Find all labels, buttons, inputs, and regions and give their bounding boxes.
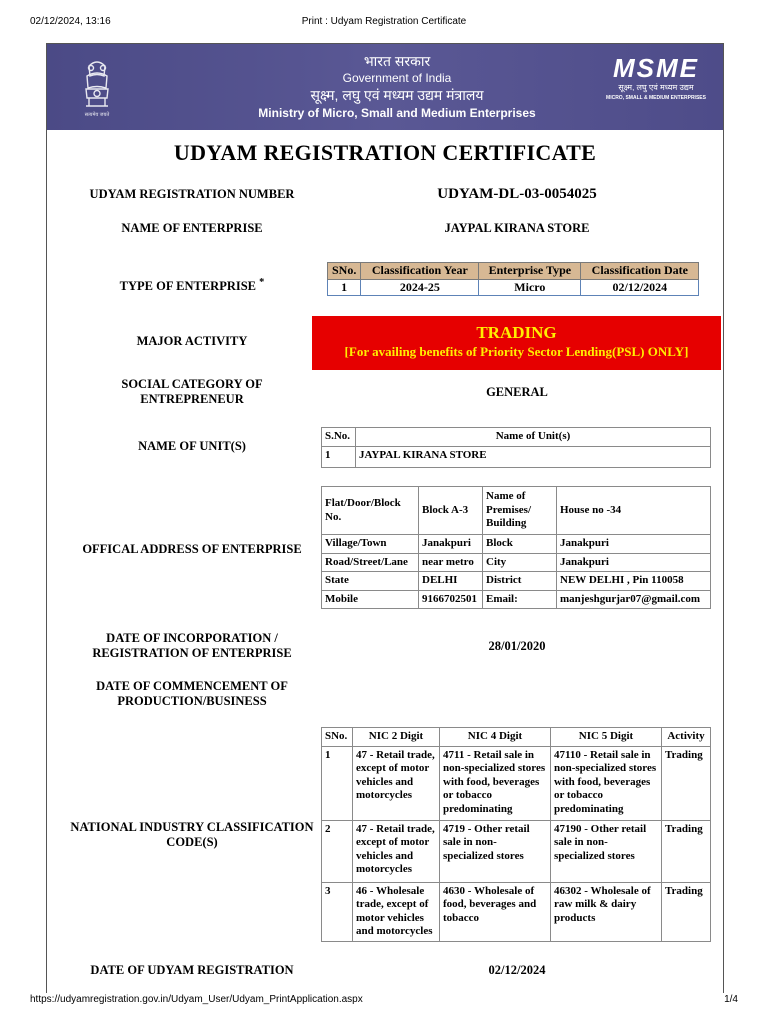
- address-value: near metro: [419, 553, 483, 572]
- address-value: DELHI: [419, 572, 483, 591]
- print-footer: [0, 994, 768, 1010]
- table-row: [322, 572, 711, 591]
- print-title: Print : Udyam Registration Certificate: [301, 16, 467, 27]
- table-row: [322, 746, 711, 820]
- incorporation-label: DATE OF INCORPORATION / REGISTRATION OF ENTERPRISE: [92, 631, 292, 660]
- address-key: Mobile: [322, 590, 419, 609]
- table-header: Classification Date: [581, 263, 699, 280]
- certificate: [46, 43, 724, 993]
- table-header: NIC 5 Digit: [551, 728, 662, 747]
- address-key: Road/Street/Lane: [322, 553, 419, 572]
- table-cell: 47 - Retail trade, except of motor vehicles and motorcycles: [353, 746, 440, 820]
- address-key: State: [322, 572, 419, 591]
- table-cell: 3: [322, 882, 353, 941]
- address-table: [321, 486, 711, 609]
- table-header: SNo.: [322, 728, 353, 747]
- udyam-date-value: 02/12/2024: [488, 963, 546, 977]
- page-url: https://udyamregistration.gov.in/Udyam_User/Udyam_PrintApplication.aspx: [30, 994, 363, 1005]
- udyam-date-label: DATE OF UDYAM REGISTRATION: [90, 963, 294, 977]
- government-title: [187, 52, 607, 122]
- table-header: Name of Unit(s): [356, 428, 711, 447]
- table-cell: 46302 - Wholesale of raw milk & dairy products: [551, 882, 662, 941]
- address-key: Village/Town: [322, 535, 419, 554]
- address-value: Block A-3: [419, 487, 483, 535]
- nic-table: [321, 727, 711, 942]
- major-activity-box: [312, 316, 721, 370]
- hindi-government: भारत सरकार: [363, 53, 431, 69]
- table-cell: 4630 - Wholesale of food, beverages and tobacco: [440, 882, 551, 941]
- table-cell: 02/12/2024: [581, 279, 699, 296]
- address-value: Janakpuri: [419, 535, 483, 554]
- unit-names-label: NAME OF UNIT(S): [138, 439, 246, 453]
- address-value: NEW DELHI , Pin 110058: [557, 572, 711, 591]
- msme-logo-text: MSME: [613, 53, 699, 83]
- address-key: Block: [483, 535, 557, 554]
- table-row: [322, 553, 711, 572]
- table-cell: 46 - Wholesale trade, except of motor vehicles and motorcycles: [353, 882, 440, 941]
- reg-number-value: UDYAM-DL-03-0054025: [437, 186, 597, 202]
- table-cell: 1: [322, 746, 353, 820]
- enterprise-name-value: JAYPAL KIRANA STORE: [444, 221, 590, 235]
- table-header-row: [328, 263, 699, 280]
- major-activity-label: MAJOR ACTIVITY: [136, 334, 248, 348]
- address-value: House no -34: [557, 487, 711, 535]
- table-row: [322, 487, 711, 535]
- table-cell: Trading: [662, 746, 711, 820]
- print-datetime: 02/12/2024, 13:16: [30, 16, 111, 27]
- reg-number-label: UDYAM REGISTRATION NUMBER: [89, 187, 295, 201]
- table-header: Activity: [662, 728, 711, 747]
- table-cell: 2: [322, 820, 353, 882]
- table-cell: 1: [328, 279, 361, 296]
- address-key: District: [483, 572, 557, 591]
- address-key: City: [483, 553, 557, 572]
- social-category-value: GENERAL: [486, 385, 548, 399]
- table-row: [322, 882, 711, 941]
- table-cell: 47190 - Other retail sale in non-specialized stores: [551, 820, 662, 882]
- table-cell: 4719 - Other retail sale in non-specialized stores: [440, 820, 551, 882]
- english-ministry: Ministry of Micro, Small and Medium Enterprises: [258, 106, 536, 120]
- hindi-ministry: सूक्ष्म, लघु एवं मध्यम उद्यम मंत्रालय: [310, 87, 484, 103]
- table-header: SNo.: [328, 263, 361, 280]
- address-key: Email:: [483, 590, 557, 609]
- address-value: 9166702501: [419, 590, 483, 609]
- table-header-row: [322, 728, 711, 747]
- table-header: S.No.: [322, 428, 356, 447]
- type-label: TYPE OF ENTERPRISE *: [119, 277, 265, 294]
- social-category-label: SOCIAL CATEGORY OF ENTREPRENEUR: [121, 377, 263, 406]
- government-banner: [47, 44, 723, 130]
- address-value: manjeshgurjar07@gmail.com: [557, 590, 711, 609]
- table-row: [322, 820, 711, 882]
- table-cell: 4711 - Retail sale in non-specialized stores with food, beverages or tobacco predominating: [440, 746, 551, 820]
- address-value: Janakpuri: [557, 553, 711, 572]
- address-label: OFFICAL ADDRESS OF ENTERPRISE: [82, 542, 302, 556]
- table-row: [322, 590, 711, 609]
- table-cell: JAYPAL KIRANA STORE: [356, 446, 711, 467]
- table-header: Enterprise Type: [479, 263, 581, 280]
- commencement-label: DATE OF COMMENCEMENT OF PRODUCTION/BUSINESS: [96, 679, 288, 708]
- table-header: NIC 2 Digit: [353, 728, 440, 747]
- units-table: [321, 427, 711, 468]
- table-header-row: [322, 428, 711, 447]
- table-cell: Micro: [479, 279, 581, 296]
- nic-label: NATIONAL INDUSTRY CLASSIFICATION CODE(S): [70, 820, 314, 849]
- national-emblem-icon: [77, 56, 117, 120]
- table-cell: 1: [322, 446, 356, 467]
- table-cell: Trading: [662, 882, 711, 941]
- address-key: Flat/Door/Block No.: [322, 487, 419, 535]
- english-government: Government of India: [342, 71, 452, 85]
- svg-text:सत्यमेव जयते: सत्यमेव जयते: [84, 112, 110, 118]
- table-row: [328, 279, 699, 296]
- address-key: Name of Premises/ Building: [483, 487, 557, 535]
- table-header: NIC 4 Digit: [440, 728, 551, 747]
- msme-english: MICRO, SMALL & MEDIUM ENTERPRISES: [606, 95, 706, 101]
- msme-hindi: सूक्ष्म, लघु एवं मध्यम उद्यम: [618, 83, 694, 92]
- table-cell: 47110 - Retail sale in non-specialized stores with food, beverages or tobacco predominating: [551, 746, 662, 820]
- classification-table: [327, 262, 699, 296]
- table-cell: 47 - Retail trade, except of motor vehicles and motorcycles: [353, 820, 440, 882]
- table-cell: Trading: [662, 820, 711, 882]
- required-star: *: [259, 277, 265, 288]
- major-activity-value: TRADING: [476, 323, 557, 342]
- table-row: [322, 535, 711, 554]
- enterprise-name-label: NAME OF ENTERPRISE: [121, 221, 263, 235]
- psl-note: [For availing benefits of Priority Sector Lending(PSL) ONLY]: [344, 344, 689, 359]
- table-row: [322, 446, 711, 467]
- incorporation-value: 28/01/2020: [488, 639, 546, 653]
- print-header: [0, 16, 768, 32]
- address-value: Janakpuri: [557, 535, 711, 554]
- table-cell: 2024-25: [361, 279, 479, 296]
- table-header: Classification Year: [361, 263, 479, 280]
- page-number: 1/4: [724, 994, 738, 1005]
- msme-logo: [601, 54, 711, 102]
- certificate-title: UDYAM REGISTRATION CERTIFICATE: [173, 140, 597, 165]
